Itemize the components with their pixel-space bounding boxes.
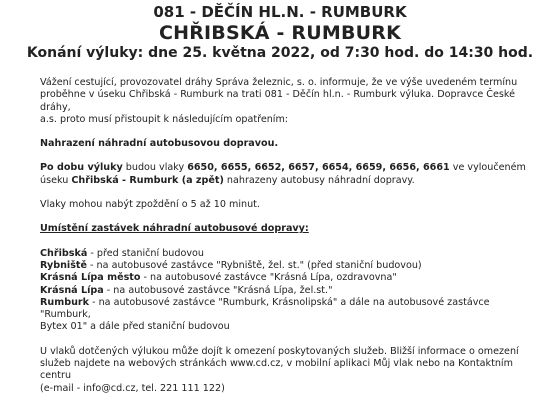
stop-name: Rybniště — [40, 259, 87, 271]
stop-name: Rumburk — [40, 296, 90, 308]
notice-body — [0, 63, 560, 395]
intro-paragraph — [40, 77, 530, 126]
stop-item — [40, 248, 530, 260]
stop-name: Krásná Lípa město — [40, 272, 141, 284]
closure-paragraph — [40, 162, 530, 187]
intro-line-3: a.s. proto musí přistoupit k následujícím opatřením: — [40, 113, 289, 125]
stops-list — [40, 248, 530, 334]
closure-mid2: ve vyloučeném — [449, 162, 526, 174]
line-title: 081 - DĚČÍN HL.N. - RUMBURK — [153, 3, 407, 21]
train-numbers: 6650, 6655, 6652, 6657, 6654, 6659, 6656, 6661 — [187, 162, 450, 174]
stop-desc-cont: Bytex 01" a dále před staniční budovou — [40, 321, 230, 333]
stop-name: Chřibská — [40, 247, 88, 259]
intro-line-1: Vážení cestující, provozovatel dráhy Správa železnic, s. o. informuje, že ve výše uvedeném termínu — [40, 77, 518, 88]
closure-mid1: budou vlaky — [122, 162, 188, 174]
stop-name: Krásná Lípa — [40, 284, 104, 296]
footer-paragraph — [40, 346, 530, 395]
footer-line-2: služeb najdete na webových stránkách www.cd.cz, v mobilní aplikaci Můj vlak nebo na Kontaktním centru — [40, 358, 513, 382]
delay-note: Vlaky mohou nabýt zpoždění o 5 až 10 minut. — [40, 199, 260, 211]
closure-segment: Chřibská - Rumburk (a zpět) — [71, 174, 224, 186]
notice-header — [0, 0, 560, 63]
footer-line-3: (e-mail - info@cd.cz, tel. 221 111 122) — [40, 382, 225, 394]
segment-title: CHŘIBSKÁ - RUMBURK — [158, 22, 402, 44]
stop-item — [40, 260, 530, 272]
stop-desc: - na autobusové zastávce "Krásná Lípa, ozdravovna" — [140, 272, 397, 284]
stop-desc: - před staniční budovou — [87, 247, 204, 259]
stop-item — [40, 285, 530, 297]
closure-line2-prefix: úseku — [40, 174, 72, 186]
closure-line2-suffix: nahrazeny autobusy náhradní dopravy. — [223, 174, 415, 186]
section-heading-stops: Umístění zastávek náhradní autobusové dopravy: — [40, 223, 309, 235]
stop-desc: - na autobusové zastávce "Rybniště, žel. st." (před staniční budovou) — [87, 259, 422, 271]
intro-line-2: proběhne v úseku Chřibská - Rumburk na trati 081 - Děčín hl.n. - Rumburk výluka. Dopravce České dráhy, — [40, 89, 516, 113]
stop-item — [40, 297, 530, 334]
closure-date: Konání výluky: dne 25. května 2022, od 7:30 hod. do 14:30 hod. — [26, 45, 534, 61]
stop-desc: - na autobusové zastávce "Rumburk, Krásnolipská" a dále na autobusové zastávce "Rumburk, — [40, 296, 490, 321]
stop-desc: - na autobusové zastávce "Krásná Lípa, žel.st." — [103, 284, 333, 296]
stop-item — [40, 272, 530, 284]
section-heading-replacement: Nahrazení náhradní autobusovou dopravou. — [40, 138, 279, 150]
footer-line-1: U vlaků dotčených výlukou může dojít k omezení poskytovaných služeb. Bližší informace o omezení — [40, 345, 519, 357]
closure-prefix: Po dobu výluky — [40, 162, 123, 174]
